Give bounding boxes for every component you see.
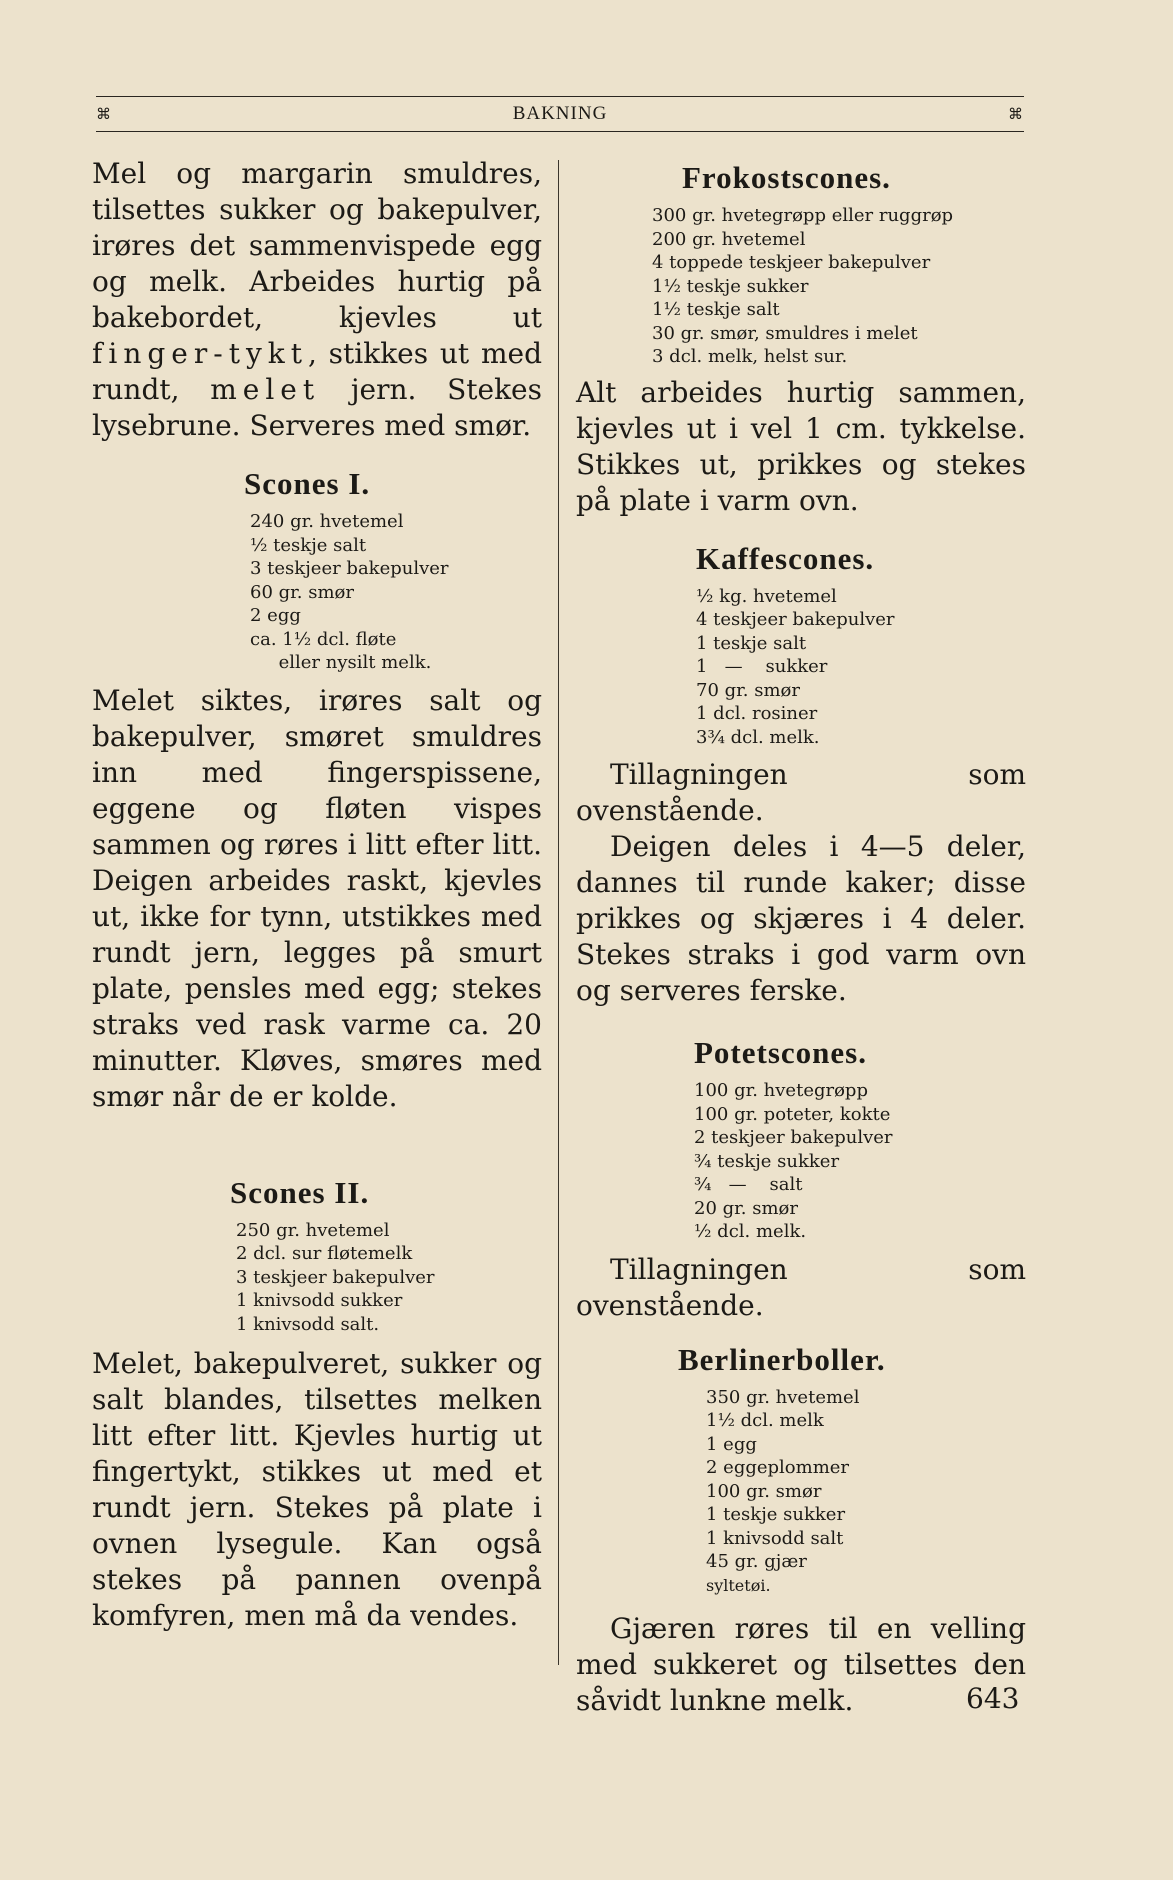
recipe-text: Alt arbeides hurtig sammen, kjevles ut i vel 1 cm. tykkelse. Stikkes ut, prikkes og stekes på plate i varm ovn. [576,375,1026,517]
recipe-title: Scones II. [230,1174,370,1210]
ingredient-list: 350 gr. hvetemel 1½ dcl. melk 1 egg 2 eggeplommer 100 gr. smør 1 teskje sukker 1 knivsodd salt 45 gr. gjær syltetøi. [706,1386,860,1595]
recipe-text: Gjæren røres til en velling med sukkeret og tilsettes den såvidt lunkne melk. [576,1612,1026,1717]
intro-paragraph: Mel og margarin smuldres, tilsettes sukker og bakepulver, irøres det sammenvispede egg og melk. Arbeides hurtig på bakebordet, kjevles ut finger-tykt, stikkes ut med rundt, melet jern. Stekes lysebrune. Serveres med smør. [92,157,542,442]
recipe-text: Tillagningen som ovenstående. [576,1252,1026,1322]
recipe-title: Berlinerboller. [678,1341,886,1377]
recipe-title: Kaffescones. [696,540,875,576]
ingredient-list: 300 gr. hvetegrøpp eller ruggrøp 200 gr. hvetemel 4 toppede teskjeer bakepulver 1½ teskje sukker 1½ teskje salt 30 gr. smør, smuldres i melet 3 dcl. melk, helst sur. [652,205,954,367]
recipe-text: Tillagningen som ovenstående. [576,758,1026,827]
spaced-word: finger-tykt [92,337,308,370]
recipe-title: Scones I. [244,466,371,501]
ingredient-list: 240 gr. hvetemel ½ teskje salt 3 teskjeer bakepulver 60 gr. smør 2 egg ca. 1½ dcl. fløte eller nysilt melk. [250,511,449,673]
ornament-left-icon: ⌘ [96,105,112,123]
left-column [92,150,542,1634]
header-rule [96,96,1024,97]
recipe-title: Frokostscones. [682,160,891,195]
spaced-word: melet [210,373,321,406]
recipe-text: Melet siktes, irøres salt og bakepulver, smøret smuldres inn med fingerspissene, eggene og fløten vispes sammen og røres i litt efter litt. Deigen arbeides raskt, kjevles ut, ikke for tynn, utstikkes med rundt jern, legges på smurt plate, pensles med egg; stekes straks ved rask varme ca. 20 minutter. Kløves, smøres med smør når de er kolde. [92,683,542,1113]
page-number: 643 [966,1682,1020,1715]
right-column [576,150,1026,1719]
ornament-right-icon: ⌘ [1007,105,1024,123]
ingredient-list: 100 gr. hvetegrøpp 100 gr. poteter, kokte 2 teskjeer bakepulver ¾ teskje sukker ¾ — salt 20 gr. smør ½ dcl. melk. [694,1080,893,1242]
running-header [96,100,1024,128]
recipe-text: Deigen deles i 4—5 deler, dannes til runde kaker; disse prikkes og skjæres i 4 deler. Stekes straks i god varm ovn og serveres ferske. [576,830,1026,1007]
column-divider [558,160,559,1665]
recipe-text: Melet, bakepulveret, sukker og salt blandes, tilsettes melken litt efter litt. Kjevles hurtig ut fingertykt, stikkes ut med et rundt jern. Stekes på plate i ovnen lysegule. Kan også stekes på pannen ovenpå komfyren, men må da vendes. [92,1347,542,1632]
header-title: BAKNING [512,103,608,124]
header-rule [96,131,1024,132]
recipe-title: Potetscones. [694,1035,867,1070]
ingredient-list: ½ kg. hvetemel 4 teskjeer bakepulver 1 teskje salt 1 — sukker 70 gr. smør 1 dcl. rosiner 3¾ dcl. melk. [696,585,895,748]
ingredient-list: 250 gr. hvetemel 2 dcl. sur fløtemelk 3 teskjeer bakepulver 1 knivsodd sukker 1 knivsodd salt. [236,1219,435,1335]
